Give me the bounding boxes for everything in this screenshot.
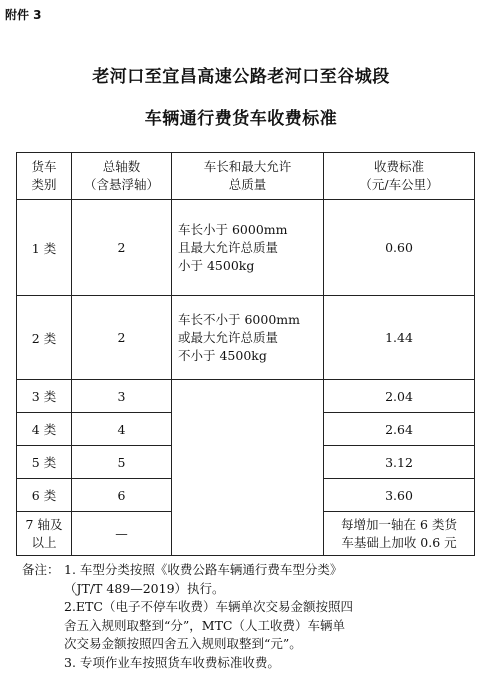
page-title-line1: 老河口至宜昌高速公路老河口至谷城段 bbox=[92, 67, 390, 87]
notes-label: 备注： bbox=[22, 562, 60, 577]
header-axle-count: 总轴数 （含悬浮轴） bbox=[72, 153, 172, 200]
fee-standard-table bbox=[16, 152, 475, 556]
table-row bbox=[17, 296, 475, 380]
note-3: 3. 专项作业车按照货车收费标准收费。 bbox=[64, 654, 280, 670]
fee-rate-cell: 2.64 bbox=[324, 413, 475, 446]
attachment-label: 附件 3 bbox=[5, 8, 42, 22]
fee-rate-cell: 1.44 bbox=[324, 296, 475, 380]
notes-body bbox=[64, 561, 476, 672]
note-1-line-1: 1. 车型分类按照《收费公路车辆通行费车型分类》 bbox=[64, 562, 343, 577]
axle-count-cell: 5 bbox=[72, 446, 172, 479]
fee-rate-cell: 每增加一轴在 6 类货 车基础上加收 0.6 元 bbox=[324, 512, 475, 556]
fee-rate-cell: 3.12 bbox=[324, 446, 475, 479]
length-weight-cell: 车长小于 6000mm 且最大允许总质量 小于 4500kg bbox=[172, 200, 324, 296]
vehicle-class-cell: 2 类 bbox=[17, 296, 72, 380]
axle-count-cell: — bbox=[72, 512, 172, 556]
fee-rate-cell: 0.60 bbox=[324, 200, 475, 296]
vehicle-class-cell: 7 轴及 以上 bbox=[17, 512, 72, 556]
note-2-line-3: 次交易金额按照四舍五入规则取整到“元”。 bbox=[64, 636, 302, 651]
header-vehicle-class: 货车 类别 bbox=[17, 153, 72, 200]
header-fee-rate: 收费标准 （元/车公里） bbox=[324, 153, 475, 200]
axle-count-cell: 4 bbox=[72, 413, 172, 446]
length-weight-cell: 车长不小于 6000mm 或最大允许总质量 不小于 4500kg bbox=[172, 296, 324, 380]
vehicle-class-cell: 6 类 bbox=[17, 479, 72, 512]
note-1-line-2: （JT/T 489—2019）执行。 bbox=[64, 580, 225, 596]
axle-count-cell: 3 bbox=[72, 380, 172, 413]
table-header-row bbox=[17, 153, 475, 200]
fee-rate-cell: 3.60 bbox=[324, 479, 475, 512]
vehicle-class-cell: 4 类 bbox=[17, 413, 72, 446]
header-length-weight: 车长和最大允许 总质量 bbox=[172, 153, 324, 200]
axle-count-cell: 2 bbox=[72, 296, 172, 380]
table-row bbox=[17, 380, 475, 413]
fee-rate-cell: 2.04 bbox=[324, 380, 475, 413]
vehicle-class-cell: 1 类 bbox=[17, 200, 72, 296]
axle-count-cell: 6 bbox=[72, 479, 172, 512]
axle-count-cell: 2 bbox=[72, 200, 172, 296]
note-2-line-2: 舍五入规则取整到“分”，MTC（人工收费）车辆单 bbox=[64, 617, 345, 633]
table-row bbox=[17, 200, 475, 296]
page-title-line2: 车辆通行费货车收费标准 bbox=[144, 109, 338, 129]
vehicle-class-cell: 5 类 bbox=[17, 446, 72, 479]
length-weight-merged-blank-cell bbox=[172, 380, 324, 556]
vehicle-class-cell: 3 类 bbox=[17, 380, 72, 413]
note-2-line-1: 2.ETC（电子不停车收费）车辆单次交易金额按照四 bbox=[64, 599, 353, 614]
